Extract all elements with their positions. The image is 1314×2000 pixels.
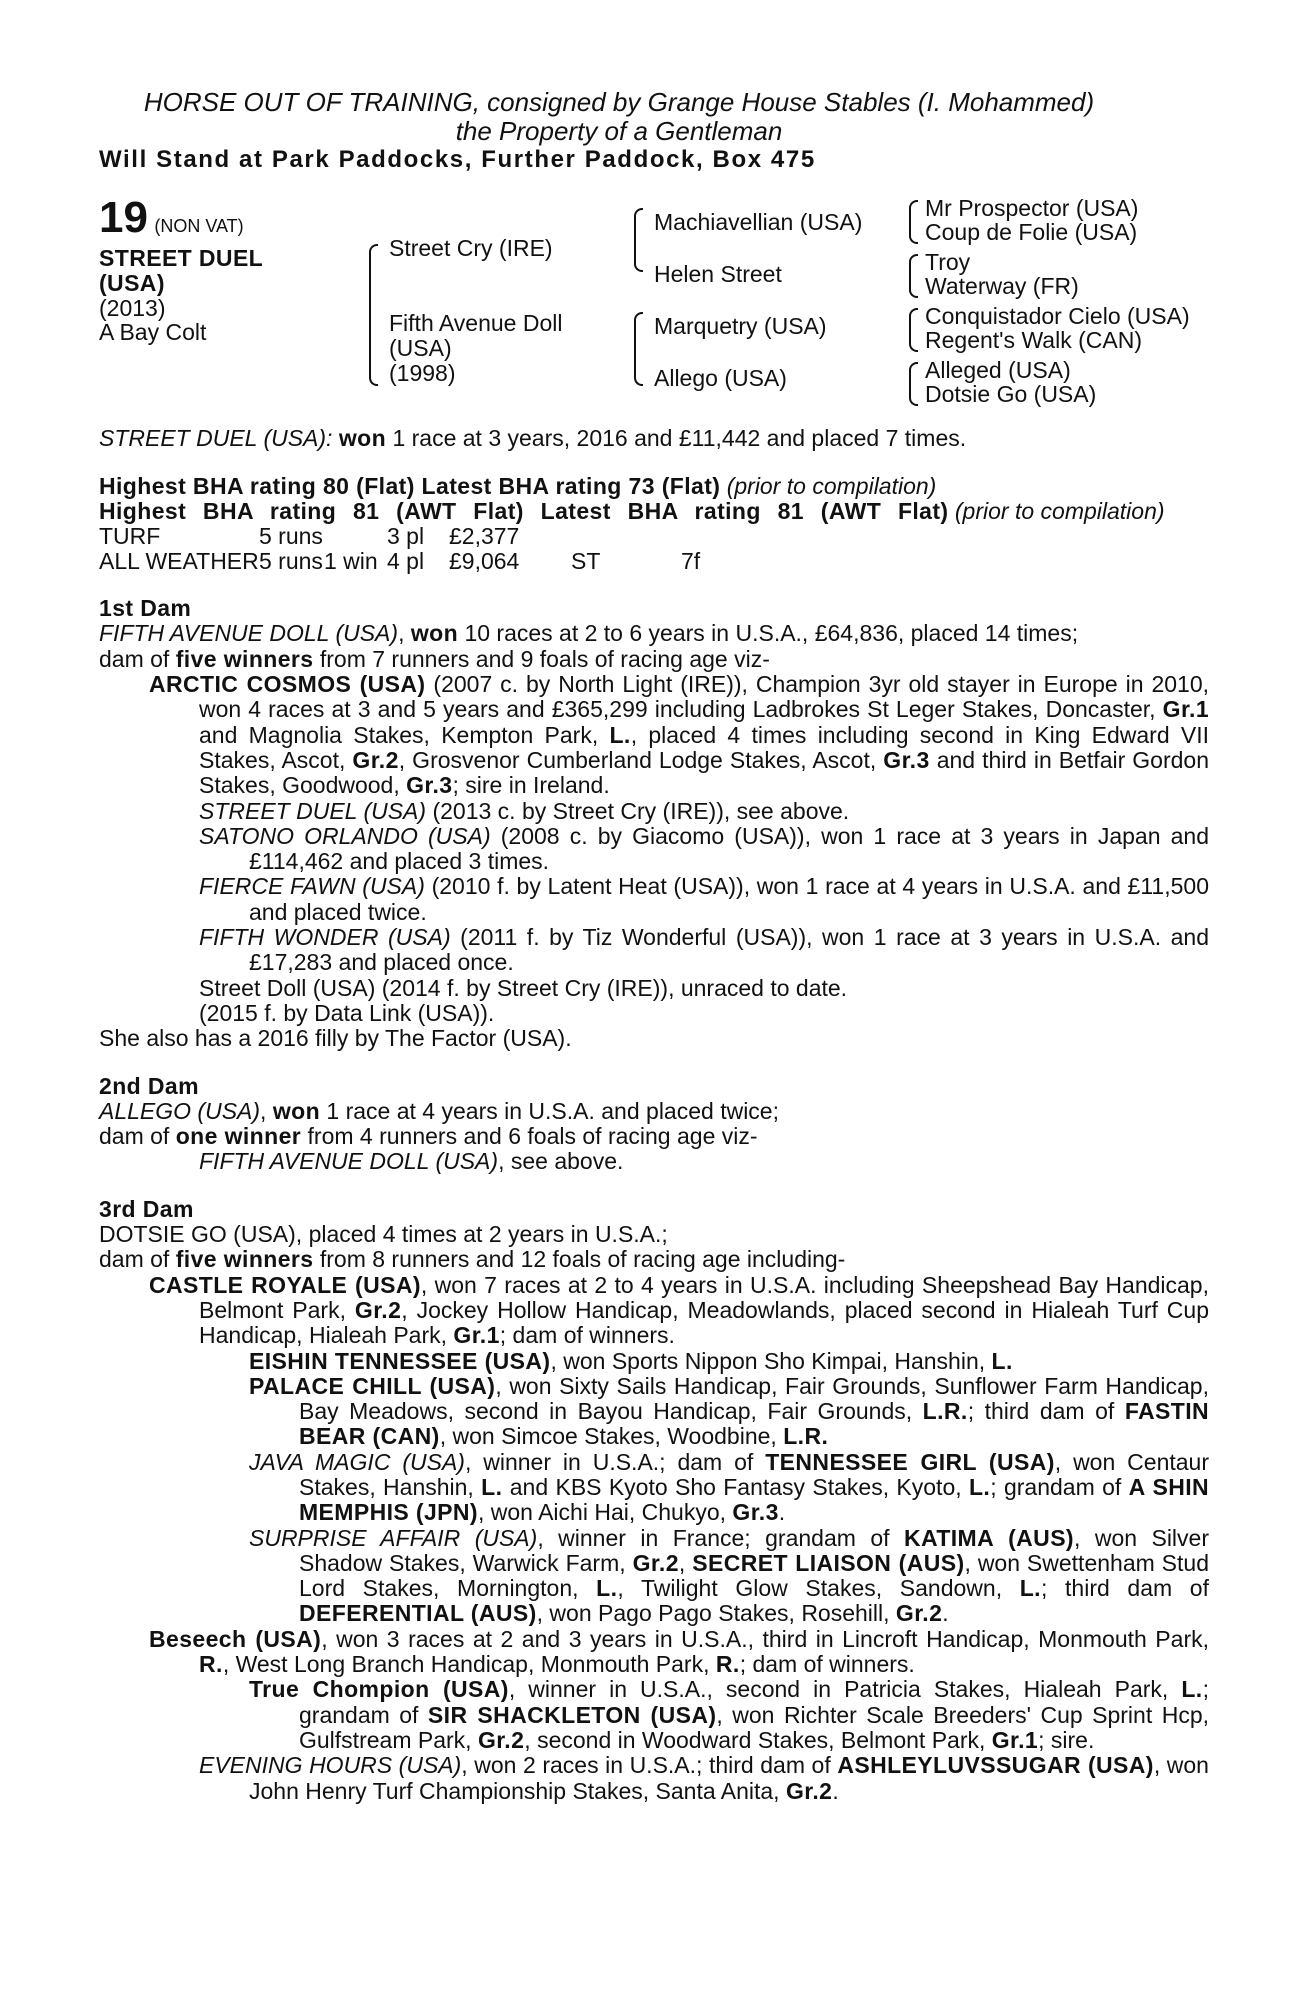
- sire-sire-sire: Mr Prospector (USA): [925, 195, 1139, 222]
- record-distance: 7f: [681, 548, 701, 575]
- third-dam-section: [99, 1197, 1209, 1804]
- produce-name: FIFTH WONDER (USA): [199, 924, 451, 951]
- text: ; grandam of: [299, 1676, 1209, 1728]
- race-summary: [99, 426, 1209, 451]
- won-label: won: [272, 1097, 321, 1124]
- text: ; dam of winners.: [499, 1322, 675, 1349]
- rating-awt-text: Highest BHA rating 81 (AWT Flat) Latest BHA rating 81 (AWT Flat): [99, 497, 949, 524]
- produce-evening-hours: EVENING HOURS (USA), won 2 races in U.S.A.; third dam of ASHLEYLUVSSUGAR (USA), won John Henry Turf Championship Stakes, Santa Anita, Gr.2.: [199, 1752, 1209, 1804]
- text: , won Sports Nippon Sho Kimpai, Hanshin,: [550, 1347, 986, 1374]
- dam-sire: Marquetry (USA): [654, 313, 827, 340]
- dam-name: Fifth Avenue Doll: [389, 310, 563, 337]
- text: from 8 runners and 12 foals of racing age including-: [319, 1246, 846, 1273]
- dam-sire-dam: Regent's Walk (CAN): [925, 327, 1142, 354]
- record-row: [99, 549, 1209, 574]
- produce-name: FIFTH AVENUE DOLL (USA): [199, 1148, 499, 1175]
- produce-eishin-tennessee: [99, 1349, 1209, 1374]
- pedigree-brace: [909, 308, 918, 352]
- foaling-year: (2013): [99, 295, 166, 322]
- grade: L.: [481, 1473, 503, 1500]
- text: (2011 f. by Tiz Wonderful (USA)), won 1 race at 3 years in U.S.A. and £17,283 and placed once.: [249, 924, 1210, 976]
- text: , Jockey Hollow Handicap, Meadowlands, placed second in Hialeah Turf Cup Handicap, Hialeah Park,: [199, 1296, 1209, 1349]
- rating-awt-note: (prior to compilation): [954, 497, 1165, 524]
- sire-dam-sire: Troy: [925, 249, 971, 276]
- stand-location: Will Stand at Park Paddocks, Further Paddock, Box 475: [99, 146, 816, 173]
- record-runs: 5 runs: [259, 548, 323, 575]
- record-going: ST: [571, 548, 601, 575]
- text: , Twilight Glow Stakes, Sandown,: [617, 1575, 1003, 1602]
- text: , won Pago Pago Stakes, Rosehill,: [536, 1600, 890, 1627]
- text: 1 race at 4 years in U.S.A. and placed twice;: [326, 1097, 779, 1124]
- grade: L.: [968, 1473, 991, 1500]
- produce-beseech: [99, 1627, 1209, 1678]
- pedigree-table: [99, 193, 1209, 426]
- text: ; third dam of: [1040, 1575, 1209, 1602]
- dam-dam-sire: Alleged (USA): [925, 357, 1071, 384]
- consignor-header: [99, 88, 1209, 146]
- grade: L.R.: [783, 1423, 829, 1450]
- grade: Gr.3: [732, 1499, 779, 1526]
- dam-dam: Allego (USA): [654, 365, 787, 392]
- grade: Gr.2: [895, 1600, 943, 1627]
- record-row: [99, 524, 1209, 549]
- produce-street-doll: Street Doll (USA) (2014 f. by Street Cry (IRE)), unraced to date.: [199, 974, 848, 1001]
- text: , winner in U.S.A.; dam of: [464, 1448, 754, 1475]
- dam-sire-sire: Conquistador Cielo (USA): [925, 303, 1190, 330]
- produce-fifth-wonder: [99, 925, 1209, 976]
- grade: L.: [991, 1347, 1013, 1374]
- rating-flat-text: Highest BHA rating 80 (Flat) Latest BHA rating 73 (Flat): [99, 472, 721, 499]
- record-surface: TURF: [99, 523, 161, 550]
- produce-name: JAVA MAGIC (USA): [249, 1448, 465, 1475]
- record-runs: 5 runs: [259, 523, 323, 550]
- grade: Gr.2: [354, 1296, 402, 1323]
- text: ; third dam of: [967, 1398, 1115, 1425]
- produce-name: TENNESSEE GIRL (USA): [765, 1448, 1055, 1475]
- winners-count: five winners: [175, 645, 314, 672]
- produce-name: EISHIN TENNESSEE (USA): [249, 1347, 551, 1374]
- text: and third in Betfair Gordon Stakes, Goodwood,: [199, 746, 1209, 799]
- text: (2008 c. by Giacomo (USA)), won 1 race at 3 years in Japan and £114,462 and placed 3 times.: [249, 822, 1210, 875]
- record-wins: 1 win: [324, 548, 378, 575]
- produce-fierce-fawn: [99, 874, 1209, 925]
- race-record-table: [99, 524, 1209, 574]
- grade: Gr.2: [477, 1726, 525, 1753]
- text: , won Aichi Hai, Chukyo,: [478, 1499, 727, 1526]
- text: from 4 runners and 6 foals of racing age viz-: [307, 1123, 758, 1150]
- vat-status: (NON VAT): [154, 216, 244, 237]
- dam-origin: (USA): [389, 335, 452, 362]
- sire-sire-dam: Coup de Folie (USA): [925, 219, 1138, 246]
- winners-count: one winner: [175, 1123, 302, 1150]
- sire-dam: Helen Street: [654, 261, 782, 288]
- grade: Gr.3: [883, 746, 930, 773]
- record-placed: 3 pl: [387, 523, 425, 550]
- grade: Gr.2: [785, 1777, 833, 1804]
- produce-surprise-affair: SURPRISE AFFAIR (USA), winner in France; grandam of KATIMA (AUS), won Silver Shadow Stakes, Warwick Farm, Gr.2, SECRET LIAISON (AUS), won Swettenham Stud Lord Stakes, Mornington, L., Twilight Glow Stakes, Sandown, L.; third dam of DEFERENTIAL (AUS), won Pago Pago Stakes, Rosehill, Gr.2.: [249, 1524, 1210, 1627]
- pedigree-brace: [634, 208, 643, 272]
- text: , won 2 races in U.S.A.; third dam of: [461, 1752, 831, 1779]
- section-heading: 3rd Dam: [99, 1195, 194, 1222]
- produce-name: A SHIN MEMPHIS (JPN): [299, 1473, 1210, 1526]
- text: , see above.: [498, 1148, 624, 1175]
- text: dam of: [99, 645, 170, 672]
- horse-origin: (USA): [99, 270, 165, 297]
- produce-name: SURPRISE AFFAIR (USA): [249, 1524, 538, 1551]
- text: , won Swettenham Stud Lord Stakes, Mornington,: [299, 1549, 1210, 1602]
- grade: L.: [609, 721, 631, 748]
- summary-name: STREET DUEL (USA):: [99, 425, 333, 452]
- text: (2007 c. by North Light (IRE)), Champion 3yr old stayer in Europe in 2010, won 4 races at 3 and 5 years and £365,299 including Ladbrokes St Leger Stakes, Doncaster,: [199, 671, 1210, 723]
- pedigree-brace: [909, 362, 918, 406]
- produce-castle-royale: [99, 1273, 1209, 1349]
- text: and KBS Kyoto Sho Fantasy Stakes, Kyoto,: [509, 1473, 962, 1500]
- produce-name: STREET DUEL (USA): [199, 797, 427, 824]
- text: ; sire.: [1038, 1726, 1095, 1753]
- summary-won: won: [338, 425, 387, 452]
- text: , won Richter Scale Breeders' Cup Sprint Hcp, Gulfstream Park,: [299, 1701, 1209, 1753]
- produce-filly-note: She also has a 2016 filly by The Factor (USA).: [99, 1025, 572, 1052]
- record-prize: £2,377: [449, 523, 520, 550]
- dam-produce-summary: [99, 647, 1209, 672]
- text: dam of: [99, 1123, 170, 1150]
- dam-dam-dam: Dotsie Go (USA): [925, 381, 1097, 408]
- text: , won Centaur Stakes, Hanshin,: [299, 1448, 1209, 1500]
- pedigree-brace: [634, 312, 643, 386]
- text: (2010 f. by Latent Heat (USA)), won 1 race at 4 years in U.S.A. and £11,500 and placed twice.: [249, 873, 1209, 925]
- text: , winner in France; grandam of: [537, 1524, 890, 1551]
- produce-arctic-cosmos: [99, 672, 1209, 798]
- grade: R.: [199, 1651, 223, 1678]
- produce-name: True Chompion (USA): [249, 1676, 509, 1703]
- text: , won Silver Shadow Stakes, Warwick Farm,: [299, 1524, 1209, 1576]
- produce-2015: (2015 f. by Data Link (USA)).: [199, 999, 495, 1026]
- grade: Gr.1: [453, 1322, 500, 1349]
- grade: L.: [1019, 1575, 1041, 1602]
- horse-description: A Bay Colt: [99, 319, 207, 346]
- rating-flat: [99, 474, 1209, 499]
- text: ; dam of winners.: [739, 1651, 915, 1678]
- text: from 7 runners and 9 foals of racing age viz-: [319, 645, 770, 672]
- produce-true-chompion: [99, 1677, 1209, 1753]
- winners-count: five winners: [175, 1246, 314, 1273]
- sire: Street Cry (IRE): [389, 235, 553, 262]
- text: dam of: [99, 1246, 170, 1273]
- text: , placed 4 times including second in King Edward VII Stakes, Ascot,: [199, 721, 1210, 773]
- produce-fifth-avenue-doll: [99, 1149, 1209, 1174]
- text: , won 7 races at 2 to 4 years in U.S.A. including Sheepshead Bay Handicap, Belmont Park,: [199, 1271, 1209, 1323]
- grade: L.: [1181, 1676, 1203, 1703]
- produce-name: FASTIN BEAR (CAN): [299, 1398, 1209, 1450]
- first-dam-section: [99, 596, 1209, 1051]
- lot-number-line: [99, 193, 244, 243]
- grade: Gr.1: [1162, 696, 1210, 723]
- grade: Gr.2: [632, 1549, 679, 1576]
- text: , won 3 races at 2 and 3 years in U.S.A., third in Lincroft Handicap, Monmouth Park,: [321, 1625, 1209, 1652]
- dam-produce-summary: [99, 1124, 1209, 1149]
- record-prize: £9,064: [449, 548, 520, 575]
- text: , Grosvenor Cumberland Lodge Stakes, Ascot,: [398, 746, 877, 773]
- pedigree-brace: [909, 200, 918, 244]
- produce-palace-chill: [99, 1374, 1209, 1450]
- grade: L.: [596, 1575, 618, 1602]
- produce-name: Beseech (USA): [149, 1625, 322, 1652]
- grade: R.: [715, 1651, 740, 1678]
- produce-satono-orlando: [99, 824, 1209, 875]
- text: (2013 c. by Street Cry (IRE)), see above.: [432, 797, 850, 824]
- text: , second in Woodward Stakes, Belmont Park,: [524, 1726, 986, 1753]
- consignor-line: HORSE OUT OF TRAINING, consigned by Grange House Stables (I. Mohammed): [143, 87, 1095, 117]
- dam-record: ALLEGO (USA), won 1 race at 4 years in U.S.A. and placed twice;: [99, 1097, 779, 1124]
- lot-number: 19: [99, 193, 148, 243]
- horse-name: STREET DUEL: [99, 245, 264, 272]
- produce-street-duel: [99, 799, 1209, 824]
- produce-name: ARCTIC COSMOS (USA): [149, 671, 426, 698]
- produce-java-magic: JAVA MAGIC (USA), winner in U.S.A.; dam of TENNESSEE GIRL (USA), won Centaur Stakes, Hanshin, L. and KBS Kyoto Sho Fantasy Stakes, Kyoto, L.; grandam of A SHIN MEMPHIS (JPN), won Aichi Hai, Chukyo, Gr.3.: [249, 1448, 1210, 1526]
- text: , winner in U.S.A., second in Patricia Stakes, Hialeah Park,: [508, 1676, 1169, 1703]
- text: ; sire in Ireland.: [452, 772, 610, 799]
- dam-record: DOTSIE GO (USA), placed 4 times at 2 years in U.S.A.;: [99, 1221, 668, 1248]
- dam-year: (1998): [389, 360, 456, 387]
- text: , won Sixty Sails Handicap, Fair Grounds, Sunflower Farm Handicap, Bay Meadows, second in Bayou Handicap, Fair Grounds,: [299, 1372, 1209, 1425]
- rating-awt: [99, 499, 1209, 524]
- produce-name: SIR SHACKLETON (USA): [427, 1701, 717, 1728]
- text: , won Simcoe Stakes, Woodbine,: [439, 1423, 777, 1450]
- dam-name: FIFTH AVENUE DOLL (USA): [99, 620, 399, 647]
- produce-name: PALACE CHILL (USA): [249, 1372, 496, 1399]
- text: ; grandam of: [990, 1473, 1122, 1500]
- produce-name: CASTLE ROYALE (USA): [149, 1271, 421, 1298]
- dam-produce-summary: [99, 1247, 1209, 1272]
- grade: Gr.3: [406, 772, 453, 799]
- text: , West Long Branch Handicap, Monmouth Park,: [222, 1651, 710, 1678]
- produce-name: KATIMA (AUS): [904, 1524, 1074, 1551]
- rating-flat-note: (prior to compilation): [726, 472, 937, 499]
- produce-name: ASHLEYLUVSSUGAR (USA): [837, 1752, 1154, 1779]
- produce-name: SATONO ORLANDO (USA): [199, 822, 491, 849]
- grade: Gr.2: [352, 746, 399, 773]
- second-dam-section: [99, 1074, 1209, 1175]
- ratings-block: [99, 474, 1209, 525]
- grade: L.R.: [922, 1398, 968, 1425]
- text: and Magnolia Stakes, Kempton Park,: [199, 721, 599, 748]
- produce-name: DEFERENTIAL (AUS): [299, 1600, 537, 1627]
- won-label: won: [410, 620, 459, 647]
- dam-record-text: 10 races at 2 to 6 years in U.S.A., £64,836, placed 14 times;: [464, 620, 1079, 647]
- record-surface: ALL WEATHER: [99, 548, 259, 575]
- catalogue-page: [99, 88, 1209, 1804]
- pedigree-brace: [909, 254, 918, 298]
- produce-name: SECRET LIAISON (AUS): [692, 1549, 965, 1576]
- dam-record: FIFTH AVENUE DOLL (USA), won 10 races at 2 to 6 years in U.S.A., £64,836, placed 14 times;: [99, 620, 1079, 647]
- sire-dam-dam: Waterway (FR): [925, 273, 1079, 300]
- summary-text: 1 race at 3 years, 2016 and £11,442 and placed 7 times.: [392, 425, 967, 452]
- produce-name: FIERCE FAWN (USA): [199, 873, 425, 900]
- dam-name: ALLEGO (USA): [99, 1097, 261, 1124]
- sire-sire: Machiavellian (USA): [654, 209, 863, 236]
- text: , won John Henry Turf Championship Stakes, Santa Anita,: [249, 1752, 1209, 1804]
- pedigree-brace: [369, 244, 378, 386]
- section-heading: 2nd Dam: [99, 1072, 199, 1099]
- grade: Gr.1: [991, 1726, 1039, 1753]
- produce-name: EVENING HOURS (USA): [199, 1752, 462, 1779]
- record-placed: 4 pl: [387, 548, 425, 575]
- owner-line: the Property of a Gentleman: [455, 116, 783, 146]
- section-heading: 1st Dam: [99, 595, 192, 622]
